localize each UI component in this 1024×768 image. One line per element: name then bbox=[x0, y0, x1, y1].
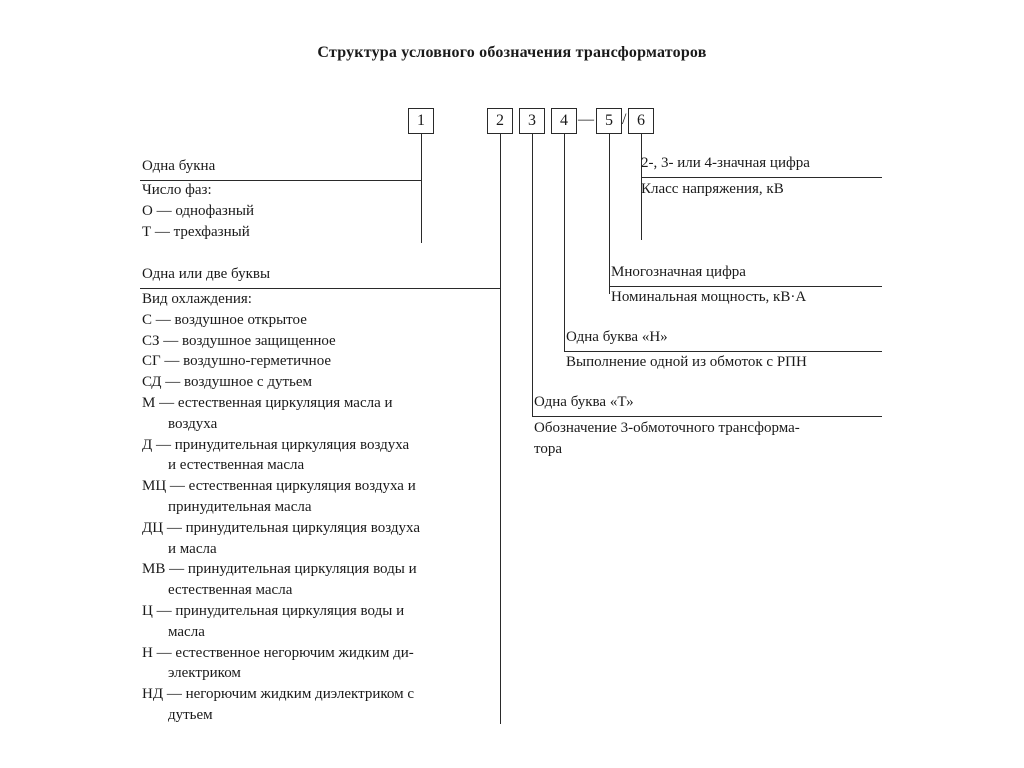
group-4-line: Выполнение одной из обмоток с РПН bbox=[566, 354, 807, 370]
group-2-line: и естественная масла bbox=[168, 457, 305, 474]
leader-line-3 bbox=[532, 134, 533, 417]
leader-line-4 bbox=[564, 134, 565, 352]
position-box-1: 1 bbox=[408, 108, 434, 134]
group-2-line: воздуха bbox=[168, 415, 218, 432]
position-box-3: 3 bbox=[519, 108, 545, 134]
group-3-body bbox=[534, 418, 800, 460]
group-2-line: дутьем bbox=[168, 706, 213, 723]
position-box-2: 2 bbox=[487, 108, 513, 134]
group-3-header: Одна буква «Т» bbox=[534, 394, 634, 410]
group-2-line: МЦ — естественная циркуляция воздуха и bbox=[142, 478, 416, 495]
leader-line-5 bbox=[609, 134, 610, 294]
leader-line-2 bbox=[500, 134, 501, 724]
group-2-line: масла bbox=[168, 623, 205, 640]
position-box-6: 6 bbox=[628, 108, 654, 134]
group-2-header: Одна или две буквы bbox=[142, 266, 271, 282]
position-box-5: 5 bbox=[596, 108, 622, 134]
dash-separator: — bbox=[578, 111, 594, 128]
group-2-line: электриком bbox=[168, 665, 241, 682]
group-1-header: Одна букна bbox=[142, 158, 216, 174]
group-2-line: и масла bbox=[168, 540, 217, 557]
group-2-line: естественная масла bbox=[168, 582, 293, 599]
group-6-body bbox=[641, 179, 784, 200]
group-2-line: НД — негорючим жидким диэлектриком с bbox=[142, 686, 415, 703]
group-2-line: Вид охлаждения: bbox=[142, 291, 252, 307]
slash-separator: / bbox=[622, 111, 627, 128]
group-2-line: Д — принудительная циркуляция воздуха bbox=[142, 436, 410, 453]
group-1-line: Т — трехфазный bbox=[142, 223, 250, 240]
group-4-header: Одна буква «Н» bbox=[566, 329, 668, 345]
group-5-line: Номинальная мощность, кВ·А bbox=[611, 289, 807, 305]
group-4-body bbox=[566, 352, 807, 373]
group-2-line: МВ — принудительная циркуляция воды и bbox=[142, 561, 417, 578]
group-2-line: ДЦ — принудительная циркуляция воздуха bbox=[142, 519, 421, 536]
group-3-line: тора bbox=[534, 440, 563, 457]
group-1-line: Число фаз: bbox=[142, 182, 212, 198]
group-2-line: принудительная масла bbox=[168, 498, 312, 515]
group-6-header: 2-, 3- или 4-значная цифра bbox=[641, 155, 810, 171]
group-2-line: СД — воздушное с дутьем bbox=[142, 374, 313, 391]
group-1-line: О — однофазный bbox=[142, 202, 254, 219]
group-2-line: СЗ — воздушное защищенное bbox=[142, 332, 336, 349]
group-5-header: Многозначная цифра bbox=[611, 264, 746, 280]
group-2-body bbox=[142, 289, 420, 726]
group-6-rule bbox=[641, 177, 882, 178]
group-2-line: М — естественная циркуляция масла и bbox=[142, 394, 393, 411]
group-2-line: С — воздушное открытое bbox=[142, 311, 307, 328]
leader-line-1 bbox=[421, 134, 422, 243]
group-2-line: Ц — принудительная циркуляция воды и bbox=[142, 602, 405, 619]
group-6-line: Класс напряжения, кВ bbox=[641, 181, 784, 197]
group-3-line: Обозначение 3-обмоточного трансформа- bbox=[534, 420, 800, 436]
position-box-4: 4 bbox=[551, 108, 577, 134]
diagram-title: Структура условного обозначения трансформаторов bbox=[317, 44, 707, 61]
group-2-line: Н — естественное негорючим жидким ди- bbox=[142, 644, 414, 661]
group-1-body bbox=[142, 180, 254, 242]
group-2-line: СГ — воздушно-герметичное bbox=[142, 353, 332, 370]
group-5-body bbox=[611, 287, 806, 308]
group-3-rule bbox=[532, 416, 882, 417]
